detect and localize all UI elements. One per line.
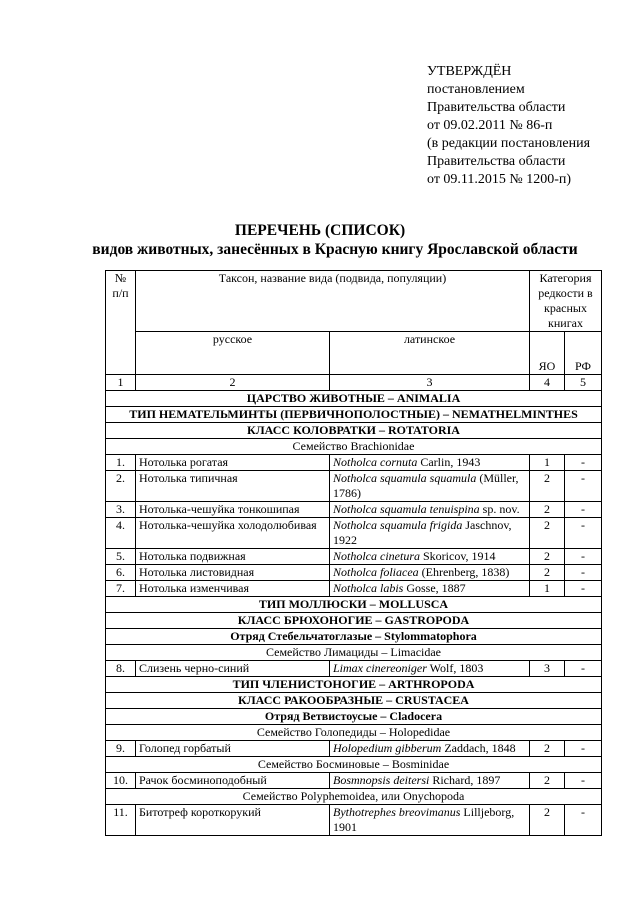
row-yao: 1	[530, 455, 565, 471]
column-number-row	[106, 375, 602, 391]
row-latin	[330, 773, 530, 789]
row-rf: -	[565, 741, 602, 757]
section-family: Семейство Polyphemoidea, или Onychopoda	[106, 789, 602, 805]
latin-author: Carlin, 1943	[417, 455, 481, 469]
latin-author: Gosse, 1887	[403, 581, 466, 595]
colnum-cell: 1	[106, 375, 136, 391]
document-title: ПЕРЕЧЕНЬ (СПИСОК)	[234, 222, 406, 239]
section-phylum: ТИП МОЛЛЮСКИ – MOLLUSCA	[106, 597, 602, 613]
latin-author: Richard, 1897	[429, 773, 501, 787]
row-russian: Голопед горбатый	[136, 741, 330, 757]
latin-name: Bosmnopsis deitersi	[333, 773, 430, 787]
row-russian: Слизень черно-синий	[136, 661, 330, 677]
table-row	[106, 455, 602, 471]
latin-author: (Müller, 1786)	[333, 471, 519, 500]
approval-line: Правительства области	[427, 100, 566, 115]
latin-name: Notholca squamula tenuispina	[333, 502, 480, 516]
row-num: 9.	[106, 741, 136, 757]
row-num: 8.	[106, 661, 136, 677]
row-russian: Нотолька изменчивая	[136, 581, 330, 597]
row-yao: 2	[530, 741, 565, 757]
section-class: КЛАСС РАКООБРАЗНЫЕ – CRUSTACEA	[106, 693, 602, 709]
row-latin	[330, 661, 530, 677]
row-yao: 2	[530, 471, 565, 502]
colnum-cell: 4	[530, 375, 565, 391]
table-row	[106, 549, 602, 565]
row-yao: 2	[530, 502, 565, 518]
latin-author: Lilljeborg, 1901	[333, 805, 515, 834]
table-row	[106, 805, 602, 836]
row-latin	[330, 805, 530, 836]
section-family: Семейство Brachionidae	[106, 439, 602, 455]
latin-author: Wolf, 1803	[426, 661, 484, 675]
row-russian: Нотолька подвижная	[136, 549, 330, 565]
row-russian: Рачок босминоподобный	[136, 773, 330, 789]
latin-name: Notholca cornuta	[333, 455, 418, 469]
row-russian: Нотолька рогатая	[136, 455, 330, 471]
row-yao: 2	[530, 805, 565, 836]
row-yao: 3	[530, 661, 565, 677]
approval-line: постановлением	[427, 82, 525, 97]
row-rf: -	[565, 773, 602, 789]
header-russian: русское	[136, 332, 330, 375]
latin-name: Notholca foliacea	[333, 565, 419, 579]
row-num: 5.	[106, 549, 136, 565]
section-phylum: ТИП ЧЛЕНИСТОНОГИЕ – ARTHROPODA	[106, 677, 602, 693]
table-row	[106, 661, 602, 677]
section-row	[106, 423, 602, 439]
row-rf: -	[565, 661, 602, 677]
section-row	[106, 391, 602, 407]
latin-name: Notholca squamula squamula	[333, 471, 477, 485]
row-rf: -	[565, 455, 602, 471]
latin-author: Skoricov, 1914	[420, 549, 496, 563]
section-row	[106, 597, 602, 613]
latin-author: Zaddach, 1848	[441, 741, 516, 755]
colnum-cell: 2	[136, 375, 330, 391]
row-rf: -	[565, 805, 602, 836]
approval-line: от 09.02.2011 № 86-п	[427, 118, 553, 133]
species-table	[105, 270, 602, 836]
section-row	[106, 407, 602, 423]
table-row	[106, 502, 602, 518]
section-row	[106, 709, 602, 725]
row-num: 3.	[106, 502, 136, 518]
row-russian: Нотолька типичная	[136, 471, 330, 502]
row-num: 11.	[106, 805, 136, 836]
row-rf: -	[565, 565, 602, 581]
row-latin	[330, 565, 530, 581]
table-row	[106, 471, 602, 502]
section-row	[106, 613, 602, 629]
latin-name: Notholca cinetura	[333, 549, 420, 563]
row-latin	[330, 502, 530, 518]
section-order: Отряд Ветвистоусые – Cladocera	[106, 709, 602, 725]
header-subrow	[106, 332, 602, 375]
row-latin	[330, 741, 530, 757]
approval-line: УТВЕРЖДЁН	[427, 64, 512, 79]
table-row	[106, 518, 602, 549]
table-row	[106, 565, 602, 581]
row-num: 1.	[106, 455, 136, 471]
row-num: 7.	[106, 581, 136, 597]
approval-line: от 09.11.2015 № 1200-п)	[427, 172, 572, 187]
section-row	[106, 725, 602, 741]
row-yao: 2	[530, 565, 565, 581]
row-russian: Нотолька-чешуйка холодолюбивая	[136, 518, 330, 549]
approval-line: Правительства области	[427, 154, 566, 169]
document-subtitle: видов животных, занесённых в Красную книгу Ярославской области	[92, 241, 578, 258]
section-family: Семейство Босминовые – Bosminidae	[106, 757, 602, 773]
header-num: № п/п	[106, 271, 136, 375]
latin-name: Notholca labis	[333, 581, 404, 595]
section-family: Семейство Лимациды – Limacidae	[106, 645, 602, 661]
latin-name: Bythotrephes breovimanus	[333, 805, 461, 819]
approval-block	[427, 63, 637, 189]
row-num: 6.	[106, 565, 136, 581]
section-kingdom: ЦАРСТВО ЖИВОТНЫЕ – ANIMALIA	[106, 391, 602, 407]
row-rf: -	[565, 518, 602, 549]
header-taxon: Таксон, название вида (подвида, популяции)	[136, 271, 530, 332]
table-row	[106, 581, 602, 597]
colnum-cell: 3	[330, 375, 530, 391]
section-order: Отряд Стебельчатоглазые – Stylommatophora	[106, 629, 602, 645]
row-yao: 2	[530, 518, 565, 549]
row-latin	[330, 471, 530, 502]
approval-line: (в редакции постановления	[427, 136, 591, 151]
header-rf: РФ	[565, 332, 602, 375]
header-category: Категория редкости в красных книгах	[530, 271, 602, 332]
latin-author: sp. nov.	[479, 502, 520, 516]
section-row	[106, 677, 602, 693]
row-yao: 2	[530, 773, 565, 789]
latin-author: (Ehrenberg, 1838)	[418, 565, 510, 579]
header-row	[106, 271, 602, 332]
row-yao: 1	[530, 581, 565, 597]
header-latin: латинское	[330, 332, 530, 375]
header-yao: ЯО	[530, 332, 565, 375]
row-rf: -	[565, 471, 602, 502]
latin-name: Holopedium gibberum	[333, 741, 442, 755]
row-num: 10.	[106, 773, 136, 789]
latin-name: Notholca squamula frigida	[333, 518, 463, 532]
latin-name: Limax cinereoniger	[333, 661, 427, 675]
row-rf: -	[565, 549, 602, 565]
row-russian: Нотолька листовидная	[136, 565, 330, 581]
latin-author: Jaschnov, 1922	[333, 518, 512, 547]
row-latin	[330, 549, 530, 565]
row-rf: -	[565, 581, 602, 597]
row-num: 4.	[106, 518, 136, 549]
section-row	[106, 645, 602, 661]
section-phylum: ТИП НЕМАТЕЛЬМИНТЫ (ПЕРВИЧНОПОЛОСТНЫЕ) – NEMATHELMINTHES	[106, 407, 602, 423]
section-row	[106, 789, 602, 805]
section-row	[106, 629, 602, 645]
row-russian: Битотреф короткорукий	[136, 805, 330, 836]
section-row	[106, 439, 602, 455]
section-class: КЛАСС КОЛОВРАТКИ – ROTATORIA	[106, 423, 602, 439]
table-row	[106, 773, 602, 789]
section-row	[106, 693, 602, 709]
colnum-cell: 5	[565, 375, 602, 391]
section-family: Семейство Голопедиды – Holopedidae	[106, 725, 602, 741]
section-row	[106, 757, 602, 773]
table-row	[106, 741, 602, 757]
section-class: КЛАСС БРЮХОНОГИЕ – GASTROPODA	[106, 613, 602, 629]
row-latin	[330, 455, 530, 471]
row-latin	[330, 518, 530, 549]
row-russian: Нотолька-чешуйка тонкошипая	[136, 502, 330, 518]
row-latin	[330, 581, 530, 597]
row-rf: -	[565, 502, 602, 518]
row-num: 2.	[106, 471, 136, 502]
row-yao: 2	[530, 549, 565, 565]
